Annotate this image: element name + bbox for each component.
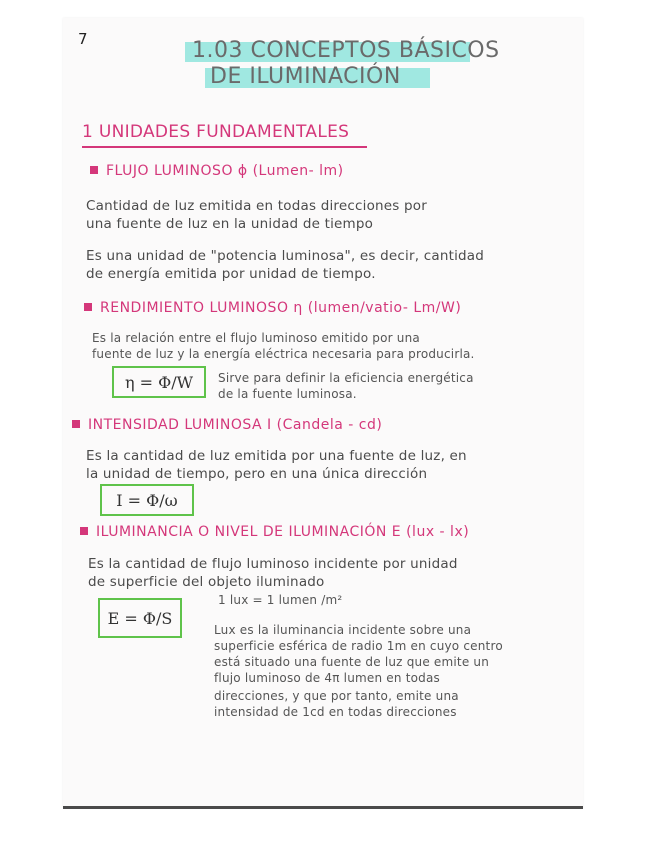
page-number: 7 — [78, 30, 88, 48]
flujo-text-2: una fuente de luz en la unidad de tiempo — [86, 216, 374, 232]
iluminancia-text-2: de superficie del objeto iluminado — [88, 574, 325, 590]
intensidad-heading: INTENSIDAD LUMINOSA I (Candela - cd) — [88, 417, 383, 433]
bullet-square — [80, 527, 88, 535]
intensidad-formula: I = Φ/ω — [116, 490, 178, 510]
lux-definition-1: Lux es la iluminancia incidente sobre una — [214, 623, 472, 637]
iluminancia-heading: ILUMINANCIA O NIVEL DE ILUMINACIÓN E (lux - lx) — [96, 524, 470, 540]
intensidad-text-1: Es la cantidad de luz emitida por una fuente de luz, en — [86, 448, 467, 464]
rendimiento-note-2: de la fuente luminosa. — [218, 387, 357, 401]
iluminancia-formula-box — [98, 598, 182, 638]
flujo-text-3: Es una unidad de "potencia luminosa", es decir, cantidad — [86, 248, 485, 264]
iluminancia-formula: E = Φ/S — [107, 608, 173, 628]
flujo-text-4: de energía emitida por unidad de tiempo. — [86, 266, 376, 282]
page-title-line1: 1.03 CONCEPTOS BÁSICOS — [192, 38, 500, 63]
bullet-square — [90, 166, 98, 174]
lux-definition-3: está situado una fuente de luz que emite un — [214, 655, 490, 669]
page-title-line2: DE ILUMINACIÓN — [210, 64, 401, 89]
lux-definition-2: superficie esférica de radio 1m en cuyo centro — [214, 639, 503, 653]
rendimiento-text-2: fuente de luz y la energía eléctrica necesaria para producirla. — [92, 347, 475, 361]
section-heading-underline — [82, 146, 367, 148]
lux-definition-6: intensidad de 1cd en todas direcciones — [214, 705, 457, 719]
section-heading: 1 UNIDADES FUNDAMENTALES — [82, 122, 350, 142]
rendimiento-note-1: Sirve para definir la eficiencia energética — [218, 371, 474, 385]
flujo-text-1: Cantidad de luz emitida en todas direcciones por — [86, 198, 428, 214]
flujo-heading: FLUJO LUMINOSO ϕ (Lumen- lm) — [106, 163, 344, 179]
rendimiento-formula: η = Φ/W — [124, 372, 194, 392]
lux-definition-4: flujo luminoso de 4π lumen en todas — [214, 671, 440, 685]
intensidad-text-2: la unidad de tiempo, pero en una única dirección — [86, 466, 428, 482]
rendimiento-text-1: Es la relación entre el flujo luminoso emitido por una — [92, 331, 420, 345]
intensidad-formula-box — [100, 484, 194, 516]
rendimiento-formula-box — [112, 366, 206, 398]
lux-definition-5: direcciones, y que por tanto, emite una — [214, 689, 459, 703]
page-bottom-edge — [63, 806, 583, 809]
rendimiento-heading: RENDIMIENTO LUMINOSO η (lumen/vatio- Lm/W) — [100, 300, 462, 316]
bullet-square — [72, 420, 80, 428]
bullet-square — [84, 303, 92, 311]
iluminancia-text-1: Es la cantidad de flujo luminoso incidente por unidad — [88, 556, 458, 572]
lux-unit-definition: 1 lux = 1 lumen /m² — [218, 593, 343, 607]
